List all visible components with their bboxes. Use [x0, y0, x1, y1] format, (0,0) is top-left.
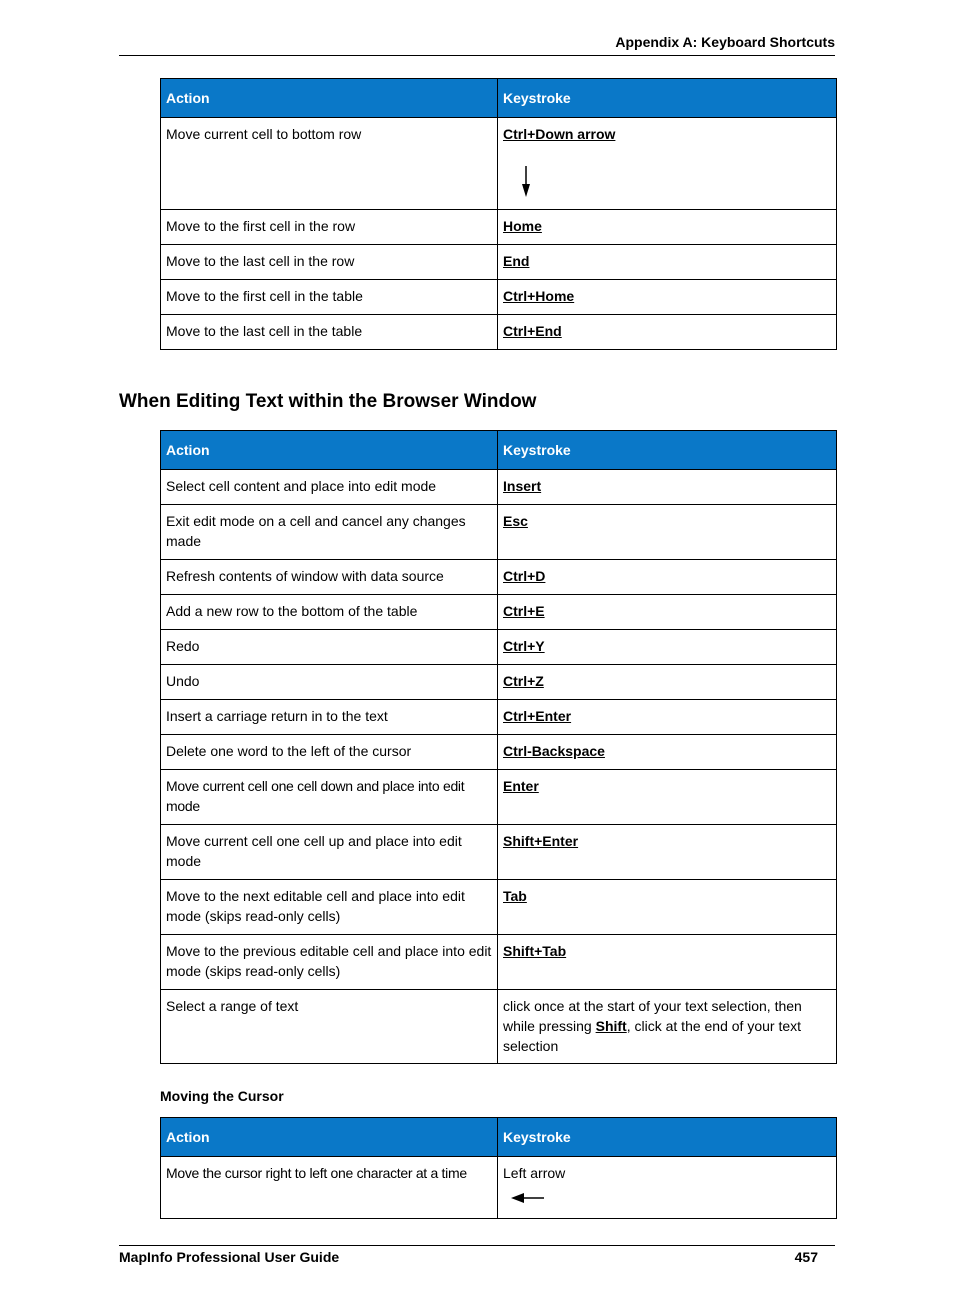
- table-row: [161, 210, 837, 245]
- table-row: [161, 630, 837, 665]
- keystroke-link[interactable]: Ctrl+Down arrow: [503, 126, 616, 142]
- action-cell: Undo: [161, 665, 498, 700]
- table-row: [161, 470, 837, 505]
- page-number: 457: [794, 1249, 818, 1265]
- keystroke-link[interactable]: Shift+Tab: [503, 943, 567, 959]
- keystroke-link[interactable]: End: [503, 253, 530, 269]
- subsection-heading: Moving the Cursor: [160, 1088, 284, 1104]
- column-header-action: Action: [161, 1118, 498, 1157]
- keystroke-cell: [498, 700, 837, 735]
- column-header-action: Action: [161, 79, 498, 118]
- keystroke-link[interactable]: Ctrl+End: [503, 323, 562, 339]
- keystroke-link[interactable]: Ctrl+D: [503, 568, 546, 584]
- keystroke-cell: [498, 770, 837, 825]
- action-cell: Move to the first cell in the table: [161, 280, 498, 315]
- action-cell: Refresh contents of window with data source: [161, 560, 498, 595]
- keystroke-link[interactable]: Tab: [503, 888, 527, 904]
- table-row: [161, 315, 837, 350]
- keystroke-cell: [498, 880, 837, 935]
- table-row: [161, 990, 837, 1064]
- action-cell: Move to the last cell in the row: [161, 245, 498, 280]
- table-row: [161, 880, 837, 935]
- keystroke-cell: [498, 315, 837, 350]
- keystroke-link[interactable]: Home: [503, 218, 542, 234]
- keystroke-cell: [498, 990, 837, 1064]
- action-cell: Move current cell one cell up and place into edit mode: [161, 825, 498, 880]
- keystroke-link[interactable]: Esc: [503, 513, 528, 529]
- keystroke-cell: [498, 825, 837, 880]
- footer-guide-title: MapInfo Professional User Guide: [119, 1249, 340, 1265]
- table-row: [161, 595, 837, 630]
- header-rule: [119, 55, 835, 56]
- down-arrow-icon: [521, 166, 531, 198]
- action-cell: Exit edit mode on a cell and cancel any changes made: [161, 505, 498, 560]
- keystroke-cell: [498, 665, 837, 700]
- keystroke-link[interactable]: Ctrl-Backspace: [503, 743, 605, 759]
- keystroke-link[interactable]: Shift+Enter: [503, 833, 579, 849]
- table-row: [161, 118, 837, 210]
- table-row: [161, 935, 837, 990]
- section-heading: When Editing Text within the Browser Window: [119, 391, 537, 412]
- action-cell: Add a new row to the bottom of the table: [161, 595, 498, 630]
- table-row: [161, 280, 837, 315]
- action-cell: Move to the previous editable cell and place into edit mode (skips read-only cells): [161, 935, 498, 990]
- action-cell: Move current cell one cell down and place into edit mode: [161, 770, 498, 825]
- table-row: [161, 770, 837, 825]
- keystroke-cell: [498, 735, 837, 770]
- action-cell: Move to the last cell in the table: [161, 315, 498, 350]
- keystroke-cell: [498, 1157, 837, 1219]
- action-cell: Move to the first cell in the row: [161, 210, 498, 245]
- table-header-row: [161, 79, 837, 118]
- table-row: [161, 700, 837, 735]
- keystroke-link[interactable]: Insert: [503, 478, 542, 494]
- column-header-keystroke: Keystroke: [498, 1118, 837, 1157]
- action-cell: Move current cell to bottom row: [161, 118, 498, 210]
- keystroke-cell: [498, 935, 837, 990]
- keystroke-link[interactable]: Enter: [503, 778, 539, 794]
- shortcut-table-cursor: [160, 1117, 837, 1219]
- keystroke-cell: [498, 470, 837, 505]
- footer-rule: [119, 1245, 835, 1246]
- keystroke-link[interactable]: Ctrl+Z: [503, 673, 544, 689]
- keystroke-link[interactable]: Ctrl+Y: [503, 638, 545, 654]
- keystroke-cell: [498, 630, 837, 665]
- keystroke-cell: [498, 280, 837, 315]
- action-cell: Delete one word to the left of the cursor: [161, 735, 498, 770]
- keystroke-text-before: click once at the start of your text selection, then while pressing: [503, 998, 802, 1034]
- keystroke-cell: [498, 245, 837, 280]
- left-arrow-icon: [511, 1191, 545, 1205]
- table-row: [161, 735, 837, 770]
- keystroke-link[interactable]: Shift: [595, 1018, 627, 1034]
- table-row: [161, 505, 837, 560]
- table-row: [161, 1157, 837, 1219]
- action-cell: Redo: [161, 630, 498, 665]
- keystroke-text: Left arrow: [503, 1165, 566, 1181]
- action-cell: Select a range of text: [161, 990, 498, 1064]
- keystroke-cell: [498, 210, 837, 245]
- action-cell: Move the cursor right to left one character at a time: [161, 1157, 498, 1219]
- shortcut-table-editing: [160, 430, 837, 1064]
- keystroke-cell: [498, 118, 837, 210]
- running-head: Appendix A: Keyboard Shortcuts: [615, 34, 835, 50]
- action-cell: Move to the next editable cell and place into edit mode (skips read-only cells): [161, 880, 498, 935]
- keystroke-link[interactable]: Ctrl+E: [503, 603, 545, 619]
- table-row: [161, 245, 837, 280]
- table-row: [161, 665, 837, 700]
- table-row: [161, 825, 837, 880]
- shortcut-table-navigation: [160, 78, 837, 350]
- action-cell: Insert a carriage return in to the text: [161, 700, 498, 735]
- keystroke-link[interactable]: Ctrl+Enter: [503, 708, 572, 724]
- column-header-keystroke: Keystroke: [498, 79, 837, 118]
- keystroke-cell: [498, 505, 837, 560]
- action-cell: Select cell content and place into edit mode: [161, 470, 498, 505]
- column-header-keystroke: Keystroke: [498, 431, 837, 470]
- table-header-row: [161, 1118, 837, 1157]
- column-header-action: Action: [161, 431, 498, 470]
- keystroke-cell: [498, 595, 837, 630]
- table-row: [161, 560, 837, 595]
- table-header-row: [161, 431, 837, 470]
- keystroke-text-after: , click at the end of your text selection: [503, 1018, 802, 1054]
- keystroke-cell: [498, 560, 837, 595]
- keystroke-link[interactable]: Ctrl+Home: [503, 288, 575, 304]
